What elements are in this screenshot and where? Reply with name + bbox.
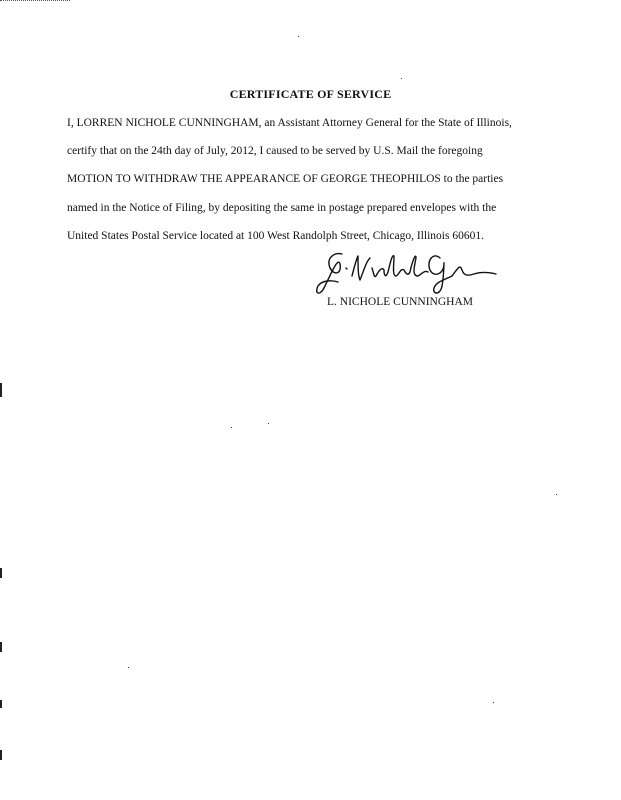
body-line-4: named in the Notice of Filing, by depositing the same in postage prepared envelopes with the (67, 202, 497, 214)
scan-speck (493, 702, 494, 703)
scan-speck (128, 667, 129, 668)
scan-artifact-edge (0, 383, 2, 397)
scan-artifact-edge (0, 642, 2, 652)
body-line-3: MOTION TO WITHDRAW THE APPEARANCE OF GEORGE THEOPHILOS to the parties (67, 173, 504, 185)
certificate-title: CERTIFICATE OF SERVICE (229, 87, 392, 101)
scan-artifact-edge (0, 750, 2, 760)
scan-speck (556, 494, 557, 495)
scan-speck (231, 427, 232, 428)
body-line-2: certify that on the 24th day of July, 2012, I caused to be served by U.S. Mail the foregoing (67, 145, 483, 157)
body-line-5: United States Postal Service located at 100 West Randolph Street, Chicago, Illinois 60601. (67, 230, 484, 242)
scan-speck (268, 423, 269, 424)
scan-speck (298, 36, 299, 37)
scan-speck (401, 78, 402, 79)
scan-artifact-edge (0, 700, 2, 708)
scan-artifact-top (0, 0, 70, 2)
handwritten-signature (312, 246, 502, 298)
body-line-1: I, LORREN NICHOLE CUNNINGHAM, an Assistant Attorney General for the State of Illinois, (67, 117, 512, 129)
scan-artifact-edge (0, 568, 2, 578)
signatory-name: L. NICHOLE CUNNINGHAM (327, 296, 473, 308)
